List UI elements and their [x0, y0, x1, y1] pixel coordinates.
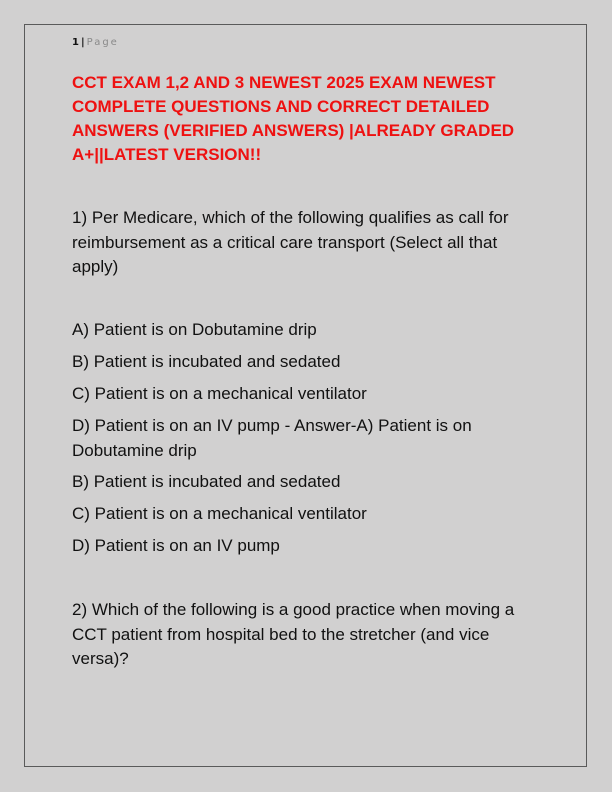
document-title: CCT EXAM 1,2 AND 3 NEWEST 2025 EXAM NEWEST COMPLETE QUESTIONS AND CORRECT DETAILED ANSWERS (VERIFIED ANSWERS) |ALREADY GRADED A+||LATEST VERSION!! — [72, 73, 515, 164]
question-1-answer-c: C) Patient is on a mechanical ventilator — [72, 504, 367, 523]
question-1-option-a: A) Patient is on Dobutamine drip — [72, 320, 317, 339]
header-separator: | — [80, 37, 85, 48]
question-1-option-b: B) Patient is incubated and sedated — [72, 352, 341, 371]
question-1-answer-b: B) Patient is incubated and sedated — [72, 472, 341, 491]
question-1-text: 1) Per Medicare, which of the following qualifies as call for reimbursement as a critical care transport (Select all that apply) — [72, 208, 509, 276]
page-number: 1 — [72, 37, 79, 48]
question-1-answer-d: D) Patient is on an IV pump — [72, 536, 280, 555]
page-header — [72, 37, 119, 48]
question-1-option-d-answer: D) Patient is on an IV pump - Answer-A) Patient is on Dobutamine drip — [72, 416, 472, 460]
question-2-text: 2) Which of the following is a good practice when moving a CCT patient from hospital bed to the stretcher (and vice versa)? — [72, 600, 515, 668]
page-label: Page — [86, 37, 119, 48]
question-1-option-c: C) Patient is on a mechanical ventilator — [72, 384, 367, 403]
